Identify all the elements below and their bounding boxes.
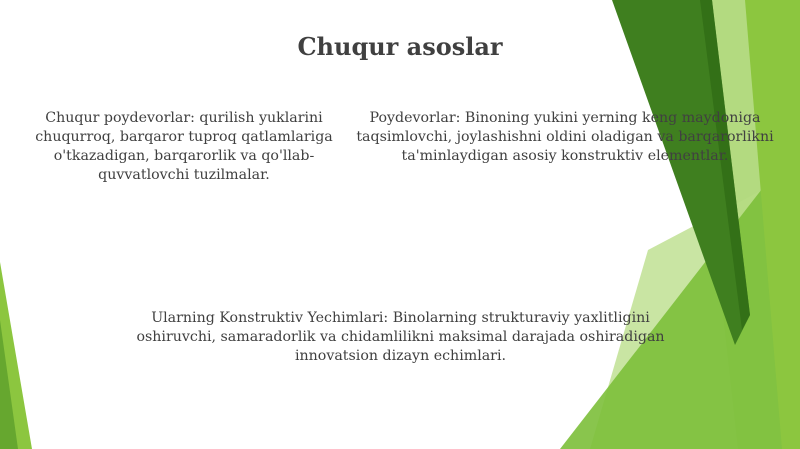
text-block-structural-solutions: Ularning Konstruktiv Yechimlari: Binolarning strukturaviy yaxlitligini oshiruvchi, samaradorlik va chidamlilikni maksimal darajada oshiradigan innovatsion dizayn echimlari.	[136, 310, 665, 364]
text-block-deep-foundations: Chuqur poydevorlar: qurilish yuklarini chuqurroq, barqaror tuproq qatlamlariga o'tkazadigan, barqarorlik va qo'llab-quvvatlovchi tuzilmalar.	[35, 110, 333, 183]
text-block-foundations: Poydevorlar: Binoning yukini yerning keng maydoniga taqsimlovchi, joylashishni oldini oladigan va barqarorlikni ta'minlaydigan asosiy konstruktiv elementlar.	[356, 110, 774, 164]
slide-title: Chuqur asoslar	[297, 32, 503, 61]
